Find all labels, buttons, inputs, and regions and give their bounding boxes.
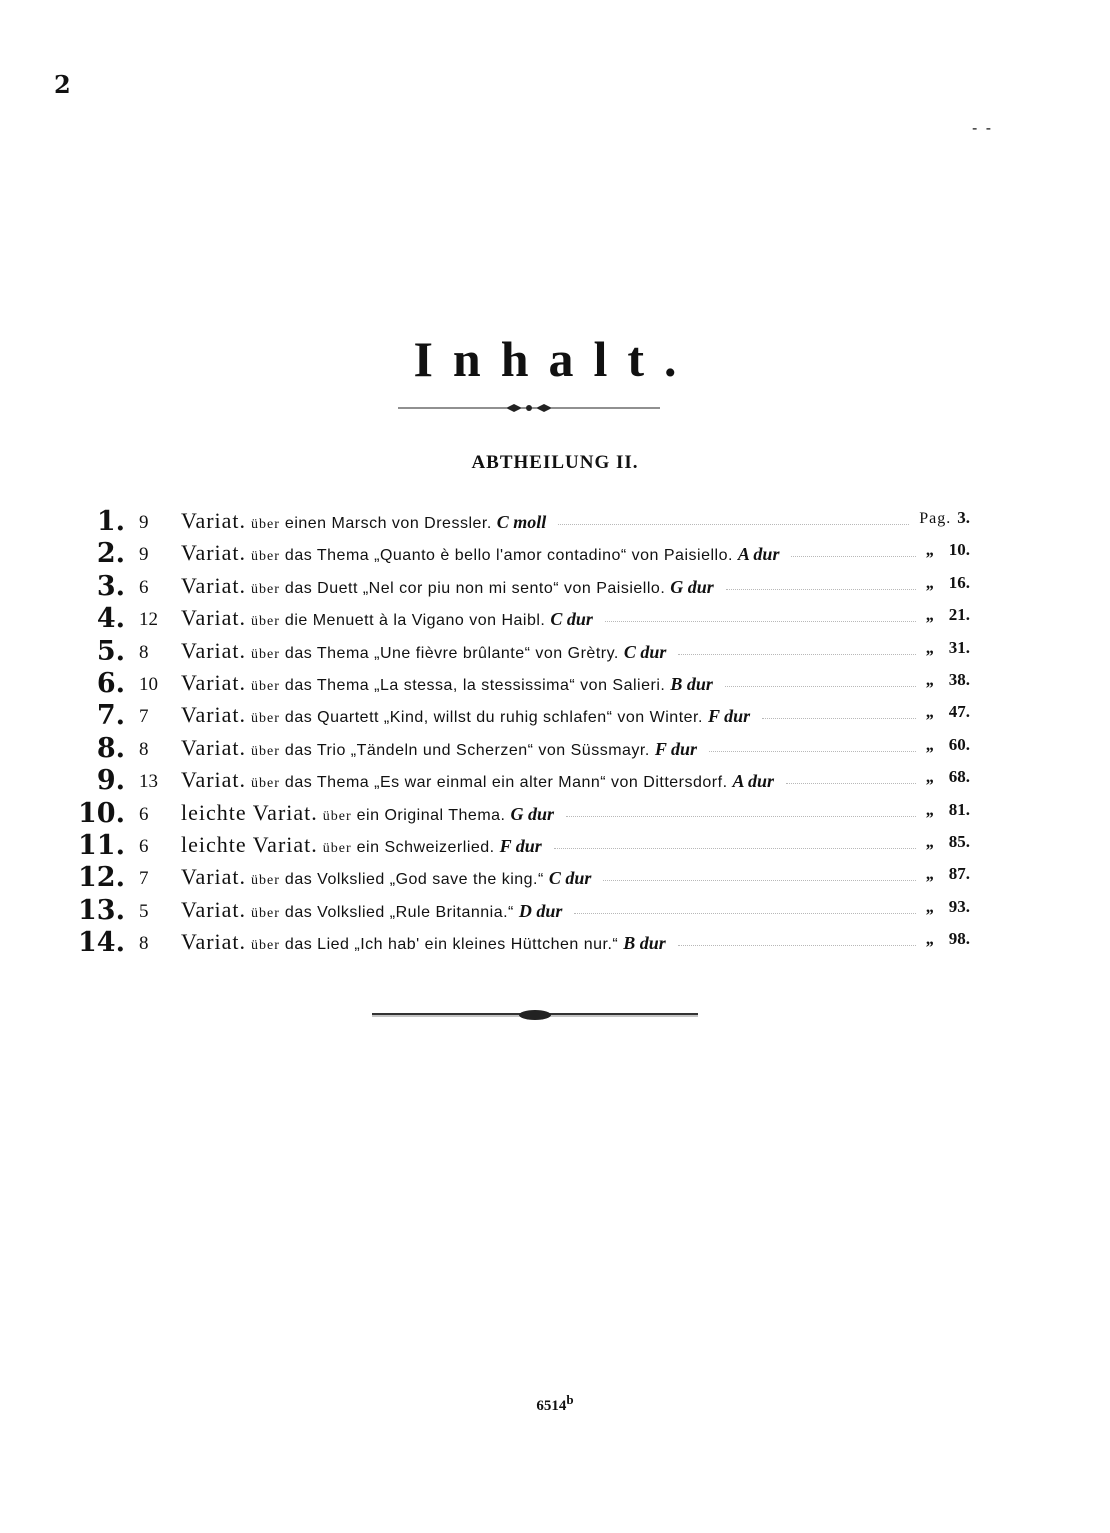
entry-number: 4. <box>96 603 125 635</box>
entry-page <box>926 832 970 852</box>
entry-key: B dur <box>623 933 666 954</box>
entry-number: 5. <box>96 635 125 667</box>
entry-page <box>926 573 970 593</box>
variation-count: 13 <box>139 771 158 793</box>
dot-leader <box>786 783 916 784</box>
dot-leader <box>762 718 916 719</box>
page-value: 21. <box>948 605 970 625</box>
toc-entry <box>0 765 1110 797</box>
entry-text <box>181 605 593 631</box>
variation-count: 12 <box>139 609 158 631</box>
toc-entry <box>0 895 1110 927</box>
dot-leader <box>709 751 916 752</box>
entry-key: A dur <box>732 771 775 792</box>
ditto-mark: „ <box>926 572 935 592</box>
entry-theme: die Menuett à la Vigano von Haibl. <box>284 612 546 630</box>
dot-leader <box>678 654 916 655</box>
entry-text <box>181 508 546 534</box>
entry-number: 7. <box>96 700 125 732</box>
dot-leader <box>605 621 916 622</box>
ditto-mark: „ <box>926 605 935 625</box>
entry-theme: das Lied „Ich hab' ein kleines Hüttchen nur.“ <box>284 936 619 954</box>
page-number: 2 <box>54 70 71 99</box>
entry-theme: das Quartett „Kind, willst du ruhig schlafen“ von Winter. <box>284 709 703 727</box>
dot-leader <box>603 880 916 881</box>
ditto-mark: „ <box>926 767 935 787</box>
entry-uber: über <box>251 614 280 630</box>
entry-page <box>926 605 970 625</box>
toc-entry <box>0 538 1110 570</box>
entry-theme: ein Schweizerlied. <box>356 839 495 856</box>
entry-uber: über <box>251 679 280 694</box>
toc-entry <box>0 700 1110 732</box>
entry-theme: das Thema „Es war einmal ein alter Mann“ von Dittersdorf. <box>284 774 728 792</box>
entry-page <box>926 702 970 722</box>
entry-number: 1. <box>96 506 125 537</box>
ditto-mark: „ <box>926 540 935 560</box>
entry-theme: einen Marsch von Dressler. <box>284 515 492 532</box>
entry-kind: Variat. <box>181 896 247 922</box>
entry-text <box>181 767 774 793</box>
page-value: 68. <box>948 767 970 787</box>
entry-number: 2. <box>96 538 125 570</box>
entry-kind: Variat. <box>181 508 247 533</box>
entry-theme: das Trio „Tändeln und Scherzen“ von Süssmayr. <box>284 741 650 759</box>
variation-count: 8 <box>139 641 149 663</box>
entry-uber: über <box>322 808 352 824</box>
variation-count: 8 <box>139 738 149 760</box>
entry-theme: das Volkslied „God save the king.“ <box>284 871 544 889</box>
entry-key: C dur <box>623 641 667 662</box>
entry-uber: über <box>251 711 280 727</box>
entry-kind: Variat. <box>181 864 247 890</box>
entry-text <box>181 800 554 826</box>
entry-page <box>926 638 970 658</box>
entry-key: B dur <box>670 674 713 694</box>
variation-count: 7 <box>139 706 149 728</box>
page-value: 16. <box>948 572 970 592</box>
entry-page <box>926 767 970 787</box>
variation-count: 10 <box>139 674 158 695</box>
entry-kind: Variat. <box>181 929 247 955</box>
toc-entry <box>0 830 1110 862</box>
toc-entry <box>0 506 1110 538</box>
page-value: 93. <box>948 896 970 916</box>
entry-text <box>181 702 750 728</box>
entry-uber: über <box>251 517 280 532</box>
page-value: 31. <box>948 637 970 657</box>
entry-kind: Variat. <box>181 572 247 598</box>
toc-entry <box>0 603 1110 635</box>
page-label: Pag. <box>919 510 952 527</box>
ditto-mark: „ <box>926 896 935 916</box>
section-heading: ABTHEILUNG II. <box>471 452 639 473</box>
entry-key: C moll <box>496 512 547 532</box>
entry-kind: Variat. <box>181 605 247 631</box>
entry-text <box>181 929 666 955</box>
entry-theme: das Thema „La stessa, la stessissima“ von Salieri. <box>284 677 666 694</box>
entry-uber: über <box>251 905 280 921</box>
entry-number: 9. <box>96 765 125 797</box>
entry-kind: leichte Variat. <box>181 799 318 825</box>
page-value: 60. <box>948 734 970 754</box>
entry-text <box>181 735 697 761</box>
entry-page <box>919 508 970 528</box>
entry-number: 11. <box>78 830 125 861</box>
toc-entry <box>0 571 1110 603</box>
entry-theme: das Duett „Nel cor piu non mi sento“ von Paisiello. <box>284 579 666 597</box>
variation-count: 6 <box>139 576 149 598</box>
entry-page <box>926 800 970 820</box>
page-title: Inhalt. <box>413 331 697 387</box>
variation-count: 8 <box>139 933 149 955</box>
page-value: 98. <box>948 929 970 949</box>
toc-entry <box>0 798 1110 830</box>
plate-number: 6514$^b$ <box>536 1392 574 1414</box>
entry-text <box>181 670 713 696</box>
entry-number: 12. <box>78 862 125 894</box>
page-value: 38. <box>948 670 970 689</box>
entry-theme: das Thema „Une fièvre brûlante“ von Grètry. <box>284 644 619 662</box>
ditto-mark: „ <box>926 832 935 851</box>
entry-page <box>926 540 970 560</box>
entry-key: F dur <box>707 706 751 727</box>
entry-key: C dur <box>550 609 593 630</box>
dot-leader <box>558 524 909 525</box>
page-value: 85. <box>948 832 970 851</box>
entry-kind: leichte Variat. <box>181 832 318 857</box>
toc-entry <box>0 668 1110 700</box>
dot-leader <box>566 816 916 817</box>
title-ornament-rule <box>398 402 660 414</box>
page-value: 87. <box>948 864 970 884</box>
toc-entry <box>0 636 1110 668</box>
entry-text <box>181 832 542 858</box>
page-value: 10. <box>948 540 970 560</box>
ditto-mark: „ <box>926 799 935 819</box>
entry-uber: über <box>251 646 280 662</box>
page-value: 81. <box>948 799 970 819</box>
ditto-mark: „ <box>926 734 935 754</box>
entry-kind: Variat. <box>181 540 247 566</box>
ditto-mark: „ <box>926 864 935 884</box>
ditto-mark: „ <box>926 637 935 657</box>
entry-uber: über <box>251 776 280 792</box>
entry-theme: das Thema „Quanto è bello l'amor contadino“ von Paisiello. <box>284 547 733 565</box>
entry-text <box>181 638 666 664</box>
entry-text <box>181 897 562 923</box>
variation-count: 7 <box>139 868 149 890</box>
dot-leader <box>726 589 916 590</box>
entry-text <box>181 573 714 599</box>
entry-uber: über <box>322 841 352 856</box>
entry-page <box>926 670 970 690</box>
entry-kind: Variat. <box>181 734 247 760</box>
entry-kind: Variat. <box>181 702 247 728</box>
entry-page <box>926 735 970 755</box>
dot-leader <box>725 686 916 687</box>
variation-count: 6 <box>139 836 149 857</box>
entry-number: 6. <box>96 668 125 699</box>
entry-uber: über <box>251 581 280 597</box>
entry-uber: über <box>251 549 280 565</box>
entry-key: A dur <box>737 544 780 565</box>
entry-page <box>926 897 970 917</box>
entry-key: D dur <box>518 900 563 921</box>
toc-entry <box>0 733 1110 765</box>
entry-key: G dur <box>510 803 554 824</box>
variation-count: 5 <box>139 900 149 922</box>
variation-count: 9 <box>139 512 149 533</box>
entry-number: 14. <box>78 927 125 959</box>
entry-number: 10. <box>78 797 125 829</box>
entry-key: F dur <box>654 738 698 759</box>
entry-uber: über <box>251 938 280 954</box>
dot-leader <box>678 945 916 946</box>
variation-count: 9 <box>139 544 149 566</box>
closing-ornament-rule <box>372 1006 698 1022</box>
page-value: 3. <box>957 508 970 527</box>
entry-text <box>181 540 779 566</box>
toc-entry <box>0 862 1110 894</box>
entry-page <box>926 929 970 949</box>
entry-kind: Variat. <box>181 767 247 793</box>
entry-uber: über <box>251 873 280 889</box>
toc-entry <box>0 927 1110 959</box>
dot-leader <box>554 848 916 849</box>
corner-mark: - - <box>972 120 994 137</box>
page-value: 47. <box>948 702 970 722</box>
entry-key: F dur <box>499 836 542 856</box>
entry-number: 3. <box>96 570 125 602</box>
ditto-mark: „ <box>926 702 935 722</box>
ditto-mark: „ <box>926 670 935 689</box>
dot-leader <box>574 913 916 914</box>
entry-number: 13. <box>78 894 125 926</box>
variation-count: 6 <box>139 803 149 825</box>
entry-theme: das Volkslied „Rule Britannia.“ <box>284 903 514 921</box>
entry-kind: Variat. <box>181 670 247 695</box>
entry-text <box>181 864 591 890</box>
entry-key: G dur <box>670 576 714 597</box>
entry-theme: ein Original Thema. <box>356 806 506 824</box>
entry-kind: Variat. <box>181 637 247 663</box>
entry-key: C dur <box>548 868 592 889</box>
entry-page <box>926 864 970 884</box>
entry-number: 8. <box>96 732 125 764</box>
entry-uber: über <box>251 743 280 759</box>
ditto-mark: „ <box>926 929 935 949</box>
dot-leader <box>791 556 916 557</box>
